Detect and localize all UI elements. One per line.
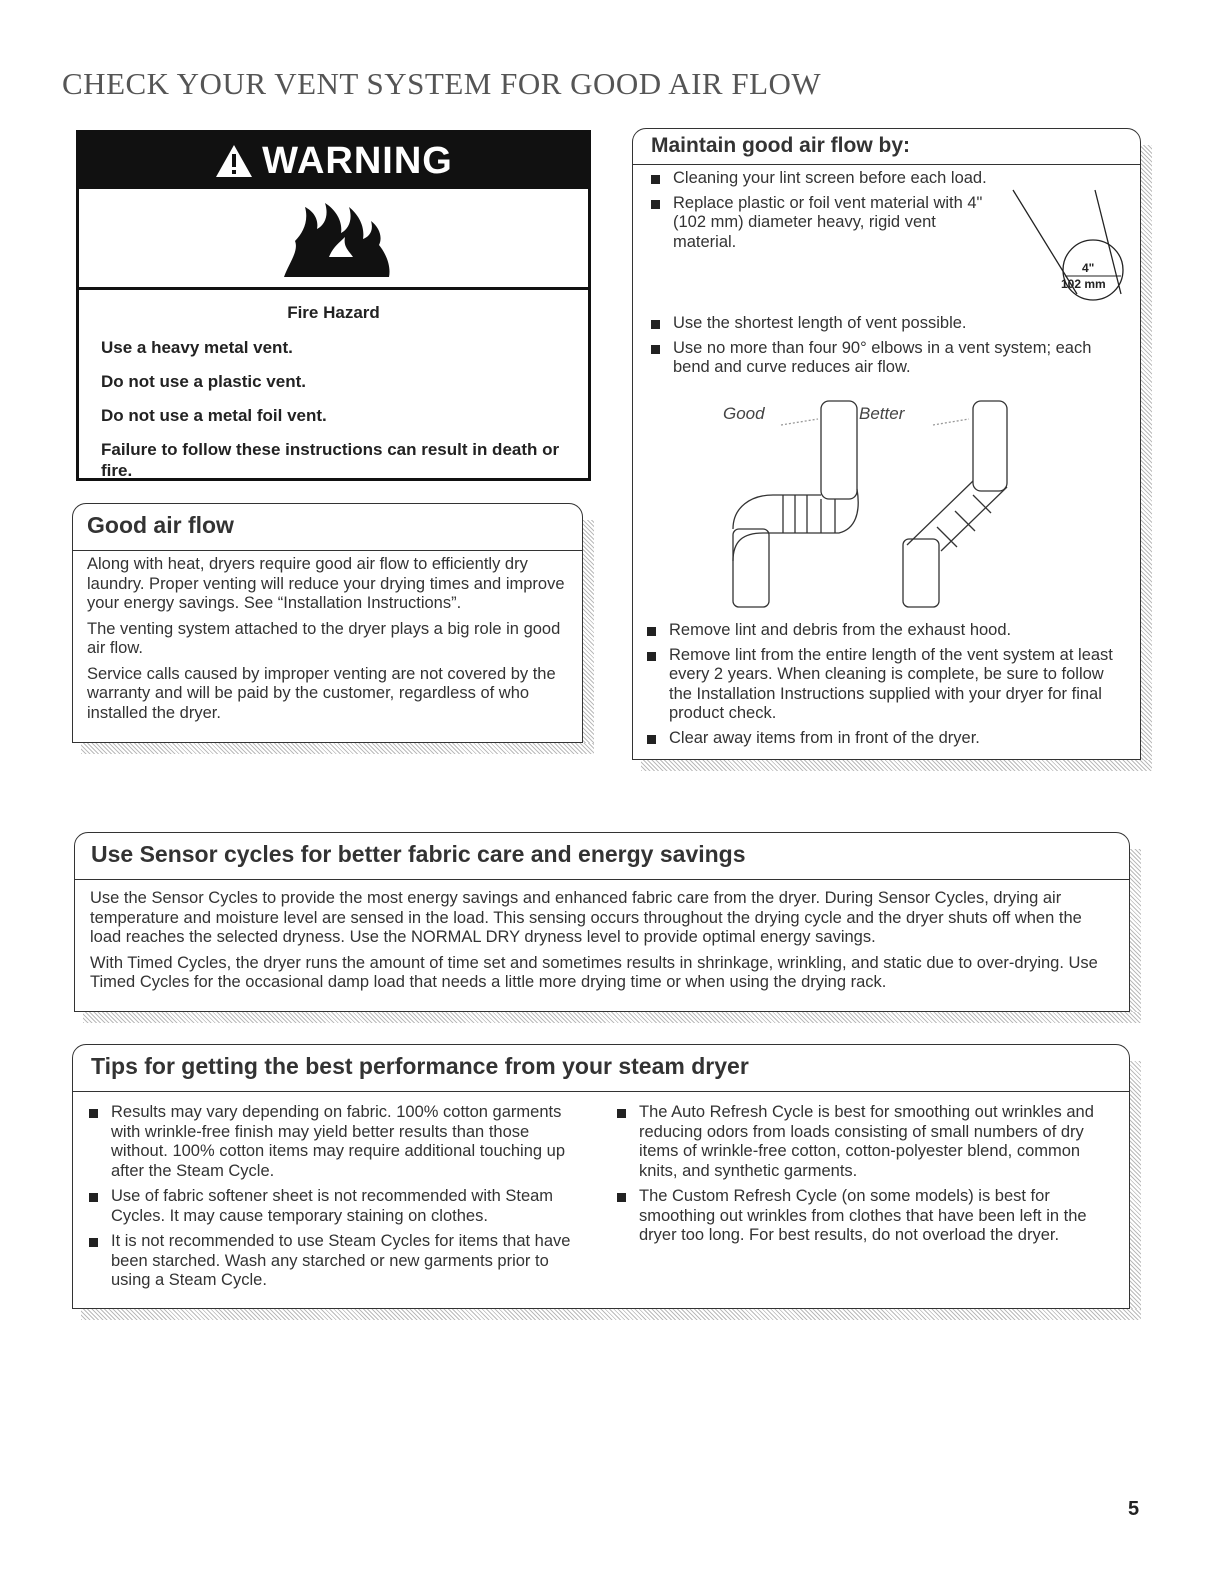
diameter-label-mm: 102 mm — [1061, 277, 1106, 291]
warning-line: Do not use a plastic vent. — [101, 372, 306, 391]
better-label: Better — [859, 404, 905, 423]
list-item: Remove lint and debris from the exhaust hood. — [643, 621, 1127, 641]
section-heading: Tips for getting the best performance from your steam dryer — [91, 1053, 749, 1079]
warning-triangle-icon — [214, 143, 254, 179]
paragraph: With Timed Cycles, the dryer runs the amount of time set and sometimes results in shrinkage, wrinkling, and static due to over-drying. Use Timed Cycles for the occasional damp load that needs a little more drying time or when using the drying rack. — [90, 953, 1098, 991]
page-title: CHECK YOUR VENT SYSTEM FOR GOOD AIR FLOW — [62, 66, 822, 101]
list-item: Use no more than four 90° elbows in a vent system; each bend and curve reduces air flow. — [647, 339, 1127, 378]
list-item: Clear away items from in front of the dryer. — [643, 729, 1127, 749]
warning-body — [79, 290, 588, 481]
list-item: The Custom Refresh Cycle (on some models) is best for smoothing out wrinkles from clothes that have been left in the dryer too long. For best results, do not overload the dryer. — [613, 1187, 1118, 1246]
fire-hazard-area — [79, 189, 588, 290]
warning-line: Do not use a metal foil vent. — [101, 406, 327, 425]
warning-box — [76, 130, 591, 481]
sensor-cycles-section — [74, 832, 1130, 1012]
warning-title: WARNING — [262, 139, 453, 182]
diameter-label-inches: 4" — [1082, 261, 1095, 275]
list-item: Cleaning your lint screen before each load. — [647, 169, 992, 189]
list-item: Use the shortest length of vent possible. — [647, 314, 1127, 334]
hazard-title: Fire Hazard — [287, 303, 380, 322]
list-item: Replace plastic or foil vent material with 4" (102 mm) diameter heavy, rigid vent material. — [647, 194, 992, 253]
good-label: Good — [723, 404, 765, 423]
section-heading: Use Sensor cycles for better fabric care and energy savings — [91, 841, 746, 867]
tips-section — [72, 1044, 1130, 1309]
vent-elbow-diagram — [723, 391, 1013, 611]
page-number: 5 — [1128, 1498, 1140, 1520]
list-item: Remove lint from the entire length of the vent system at least every 2 years. When cleaning is complete, be sure to follow the Installation Instructions supplied with your dryer for final product check. — [643, 646, 1127, 724]
section-heading: Maintain good air flow by: — [651, 134, 910, 157]
list-item: The Auto Refresh Cycle is best for smoothing out wrinkles and reducing odors from loads consisting of small numbers of dry items of wrinkle-free cotton, cotton-polyester blend, common knits, and synthetic garments. — [613, 1103, 1118, 1181]
paragraph: Service calls caused by improper venting are not covered by the warranty and will be paid by the customer, regardless of who installed the dryer. — [87, 664, 556, 722]
warning-line: Use a heavy metal vent. — [101, 338, 293, 357]
section-heading: Good air flow — [87, 512, 234, 538]
fire-icon — [279, 197, 399, 281]
list-item: Results may vary depending on fabric. 100% cotton garments with wrinkle-free finish may yield better results than those without. 100% cotton items may require additional touching up after the Steam Cycle. — [85, 1103, 585, 1181]
good-air-flow-section — [72, 503, 583, 743]
paragraph: Along with heat, dryers require good air flow to efficiently dry laundry. Proper venting will reduce your drying times and improve your energy savings. See “Installation Instructions”. — [87, 555, 565, 612]
warning-line: Failure to follow these instructions can result in death or fire. — [101, 440, 560, 480]
list-item: It is not recommended to use Steam Cycles for items that have been starched. Wash any starched or new garments prior to using a Steam Cycle. — [85, 1232, 585, 1291]
paragraph: Use the Sensor Cycles to provide the most energy savings and enhanced fabric care from the dryer. During Sensor Cycles, drying air temperature and moisture level are sensed in the load. This sensing occurs throughout the drying cycle and the dryer shuts off when the load reaches the selected dryness. Use the NORMAL DRY dryness level to provide optimal energy savings. — [90, 889, 1082, 946]
warning-header — [79, 133, 588, 189]
paragraph: The venting system attached to the dryer plays a big role in good air flow. — [87, 619, 561, 657]
list-item: Use of fabric softener sheet is not recommended with Steam Cycles. It may cause temporary staining on clothes. — [85, 1187, 585, 1226]
maintain-air-flow-section — [632, 128, 1141, 760]
